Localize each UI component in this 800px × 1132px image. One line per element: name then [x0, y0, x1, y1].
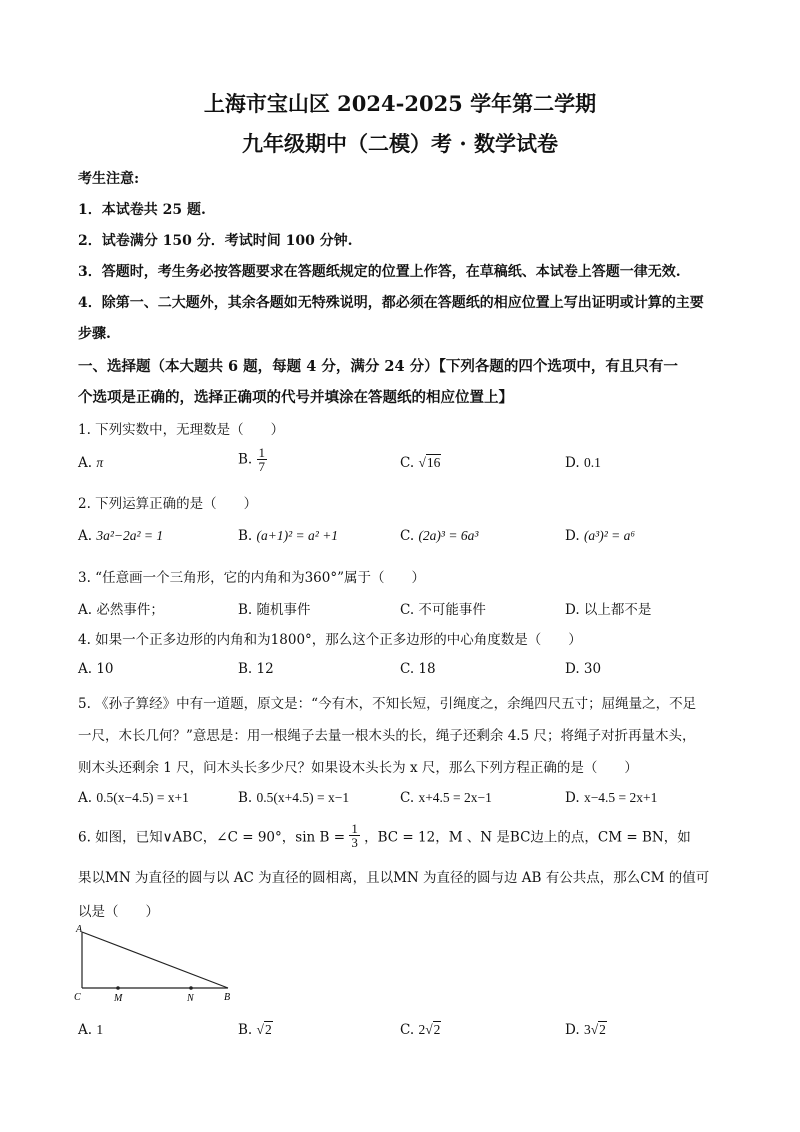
q6-option-a: A. 1 — [78, 1022, 104, 1038]
label-n: N — [187, 993, 194, 1004]
q1-stem: 1. 下列实数中，无理数是（ ） — [78, 422, 285, 438]
q3-option-b: B. 随机事件 — [238, 602, 311, 618]
q6-option-d: D. 3√2 — [565, 1022, 606, 1038]
notice-item-3: 3．答题时，考生务必按答题要求在答题纸规定的位置上作答，在草稿纸、本试卷上答题一律无效. — [78, 264, 681, 280]
q2-option-d: D. (a³)² = a⁶ — [565, 528, 636, 544]
exam-title-line1: 上海市宝山区 2024-2025 学年第二学期 — [203, 91, 597, 116]
q6-line1: 6. 如图，已知∨ABC，∠C = 90°，sin B = $\frac{1}{3}$ ，BC = 12，M 、N 是BC边上的点，CM = BN，如 — [78, 821, 691, 850]
q5-line3: 则木头还剩余 1 尺，问木头长多少尺？如果设木头长为 x 尺，那么下列方程正确的是（ ） — [78, 760, 638, 776]
q2-option-b: B. (a+1)² = a² +1 — [238, 528, 339, 544]
q6-option-c: C. 2√2 — [400, 1022, 441, 1038]
q2-option-c: C. (2a)³ = 6a³ — [400, 528, 479, 544]
label-b: B — [224, 992, 231, 1003]
q6-line3: 以是（ ） — [78, 904, 159, 920]
notice-item-2: 2．试卷满分 150 分．考试时间 100 分钟. — [78, 233, 353, 249]
sqrt-icon: √2 — [425, 1022, 441, 1037]
q1-option-b — [238, 446, 267, 473]
sqrt-icon: √2 — [590, 1022, 606, 1037]
option-label: C. — [400, 455, 415, 471]
q6-line2: 果以MN 为直径的圆与以 AC 为直径的圆相离，且以MN 为直径的圆与边 AB 有公共点，那么CM 的值可 — [78, 870, 710, 886]
label-c: C — [74, 992, 81, 1003]
section1-heading-line2: 个选项是正确的，选择正确项的代号并填涂在答题纸的相应位置上】 — [78, 389, 513, 406]
notice-item-4: 4．除第一、二大题外，其余各题如无特殊说明，都必须在答题纸的相应位置上写出证明或计算的主要 — [78, 295, 704, 311]
label-a: A — [76, 924, 83, 935]
fraction: $\frac{1}{3}$ — [351, 821, 358, 850]
q1-option-a: A. π — [78, 455, 104, 471]
q5-option-d: D. x−4.5 = 2x+1 — [565, 790, 658, 806]
q6-triangle-figure — [70, 922, 250, 1008]
q1-option-d: D. 0.1 — [565, 455, 601, 471]
exam-title-line2: 九年级期中（二模）考 · 数学试卷 — [242, 131, 558, 156]
q4-option-c: C. 18 — [400, 661, 436, 677]
option-label: B. — [238, 451, 253, 468]
section1-heading-line1: 一、选择题（本大题共 6 题，每题 4 分，满分 24 分）【下列各题的四个选项中，有且只有一 — [78, 358, 678, 375]
notice-item-1: 1．本试卷共 25 题. — [78, 202, 206, 218]
sqrt-icon: √16 — [418, 455, 441, 470]
q5-line1: 5. 《孙子算经》中有一道题，原文是：“今有木，不知长短，引绳度之，余绳四尺五寸；屈绳量之，不足 — [78, 696, 697, 712]
fraction: $\frac{1}{7}$ — [258, 445, 266, 474]
q4-option-b: B. 12 — [238, 661, 274, 677]
sqrt-icon: √2 — [256, 1022, 272, 1037]
q4-stem: 4. 如果一个正多边形的内角和为1800°，那么这个正多边形的中心角度数是（ ） — [78, 632, 582, 648]
option-label: A. — [78, 455, 93, 471]
point-m — [116, 986, 120, 990]
notice-heading: 考生注意: — [78, 171, 140, 187]
q5-option-a: A. 0.5(x−4.5) = x+1 — [78, 790, 189, 806]
q6-option-b: B. √2 — [238, 1022, 272, 1038]
q2-option-a: A. 3a²−2a² = 1 — [78, 528, 164, 544]
side-ab — [82, 932, 228, 988]
point-n — [189, 986, 193, 990]
label-m: M — [114, 993, 123, 1004]
q3-option-d: D. 以上都不是 — [565, 602, 652, 618]
q3-option-c: C. 不可能事件 — [400, 602, 486, 618]
q3-option-a: A. 必然事件； — [78, 602, 164, 618]
q1-option-c — [400, 455, 441, 471]
q2-stem: 2. 下列运算正确的是（ ） — [78, 496, 258, 512]
q3-stem: 3. “任意画一个三角形，它的内角和为360°”属于（ ） — [78, 570, 425, 586]
option-label: D. — [565, 455, 580, 471]
q5-option-b: B. 0.5(x+4.5) = x−1 — [238, 790, 350, 806]
q5-line2: 一尺，木长几何？”意思是：用一根绳子去量一根木头的长，绳子还剩余 4.5 尺；将绳子对折再量木头， — [78, 728, 696, 744]
q4-option-d: D. 30 — [565, 661, 602, 677]
notice-item-4-cont: 步骤. — [78, 326, 111, 342]
q5-option-c: C. x+4.5 = 2x−1 — [400, 790, 492, 806]
q4-option-a: A. 10 — [78, 661, 114, 677]
